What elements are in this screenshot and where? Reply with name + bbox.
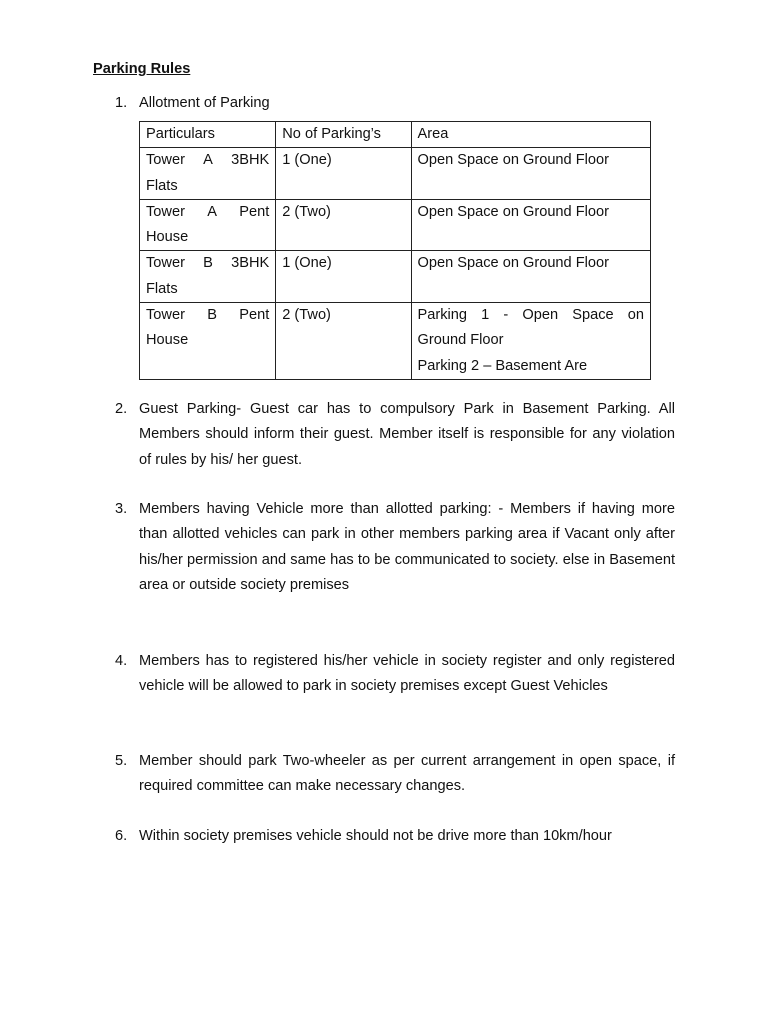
table-header-row: [140, 122, 651, 148]
table-header-cell: Particulars: [140, 122, 276, 148]
table-header-cell: No of Parking’s: [276, 122, 411, 148]
area-line: Parking 2 – Basement Are: [417, 357, 588, 374]
parking-allotment-table: [139, 121, 651, 380]
particulars-line: House: [146, 332, 189, 349]
particulars-line: Tower B 3BHK: [146, 255, 270, 272]
table-row: [140, 148, 651, 200]
table-cell-count: 1 (One): [276, 251, 411, 303]
particulars-line: Flats: [146, 280, 178, 297]
table-cell-particulars: [140, 303, 276, 380]
table-row: [140, 303, 651, 380]
particulars-line: House: [146, 229, 189, 246]
item-number: 1.: [115, 95, 128, 111]
item-text: Members having Vehicle more than allotted parking: - Members if having more than allotted vehicles can park in other members parking area if Vacant only after his/her permission and same has to be communicated to society. else in Basement area or outside society premises: [139, 501, 675, 593]
area-line: Open Space on Ground Floor: [417, 203, 609, 220]
table-cell-count: 2 (Two): [276, 199, 411, 251]
particulars-line: Tower B Pent: [146, 307, 270, 324]
area-line: Open Space on Ground Floor: [417, 255, 609, 272]
item-number: 3.: [115, 501, 128, 517]
page-title: Parking Rules: [93, 61, 191, 77]
area-line: Parking 1 - Open Space on: [417, 307, 644, 324]
table-cell-count: 2 (Two): [276, 303, 411, 380]
item-text: Member should park Two-wheeler as per current arrangement in open space, if required committee can make necessary changes.: [139, 753, 675, 795]
item-text: Members has to registered his/her vehicle in society register and only registered vehicle will be allowed to park in society premises except Guest Vehicles: [139, 653, 675, 695]
particulars-line: Tower A Pent: [146, 203, 270, 220]
table-cell-area: [411, 148, 650, 200]
table-cell-particulars: [140, 251, 276, 303]
particulars-line: Tower A 3BHK: [146, 152, 270, 169]
item-number: 2.: [115, 401, 128, 417]
item-number: 6.: [115, 828, 128, 844]
table-cell-count: 1 (One): [276, 148, 411, 200]
item-number: 4.: [115, 653, 128, 669]
area-line: Ground Floor: [417, 332, 504, 349]
table-row: [140, 251, 651, 303]
table-cell-particulars: [140, 199, 276, 251]
table-cell-area: [411, 251, 650, 303]
table-header-cell: Area: [411, 122, 650, 148]
particulars-line: Flats: [146, 177, 178, 194]
item-text: Within society premises vehicle should not be drive more than 10km/hour: [139, 828, 612, 844]
item-text: Guest Parking- Guest car has to compulsory Park in Basement Parking. All Members should inform their guest. Member itself is responsible for any violation of rules by his/ her guest.: [139, 401, 675, 468]
table-cell-area: [411, 303, 650, 380]
area-line: Open Space on Ground Floor: [417, 152, 609, 169]
item-text: Allotment of Parking: [139, 95, 270, 111]
table-cell-area: [411, 199, 650, 251]
table-cell-particulars: [140, 148, 276, 200]
item-number: 5.: [115, 753, 128, 769]
table-row: [140, 199, 651, 251]
